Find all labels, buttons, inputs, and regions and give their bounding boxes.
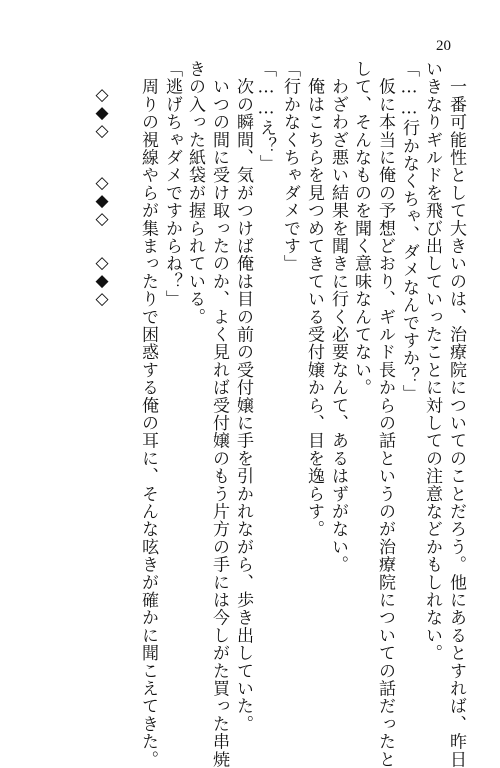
text-line: いつの間に受け取ったのか、よく見れば受付嬢のもう片方の手には今しがた買った串焼 [209,60,229,768]
hollow-diamond-icon: ◇ [95,121,109,141]
text-line: 仮に本当に俺の予想どおり、ギルド長からの話というのが治療院についての話だったと [375,60,395,768]
filled-diamond-icon: ◆ [95,191,109,211]
scene-break-divider [88,86,116,140]
text-line: わざわざ悪い結果を聞きに行く必要なんて、あるはずがない。 [328,60,348,574]
text-line: いきなりギルドを飛び出していったことに対しての注意などかもしれない。 [422,60,442,662]
hollow-diamond-icon: ◇ [95,85,109,105]
hollow-diamond-icon: ◇ [95,289,109,309]
scene-break-divider [88,174,116,228]
text-line: して、そんなものを聞く意味なんてない。 [351,60,371,397]
text-line: 「逃げちゃダメですからね？」 [162,60,182,308]
hollow-diamond-icon: ◇ [95,209,109,229]
scene-break-divider [88,254,116,308]
text-line: 次の瞬間、気がつけば俺は目の前の受付嬢に手を引かれながら、歩き出していた。 [233,60,253,733]
text-line: 俺はこちらを見つめてきている受付嬢から、目を逸らす。 [304,60,324,538]
text-line: きの入った紙袋が握られている。 [185,60,205,326]
text-line: 周りの視線やらが集まったりで困惑する俺の耳に、そんな呟きが確かに聞こえてきた。 [138,60,158,768]
hollow-diamond-icon: ◇ [95,173,109,193]
text-line: 「行かなくちゃダメです」 [280,60,300,273]
filled-diamond-icon: ◆ [95,271,109,291]
filled-diamond-icon: ◆ [95,103,109,123]
body-text [137,60,467,768]
text-line: 「……え？」 [256,60,276,173]
text-line: 「……行かなくちゃ、ダメなんですか？」 [399,60,419,403]
page-number: 20 [436,38,451,54]
text-line: 一番可能性として大きいのは、治療院についてのことだろう。他にあるとすれば、昨日 [446,60,466,768]
hollow-diamond-icon: ◇ [95,253,109,273]
